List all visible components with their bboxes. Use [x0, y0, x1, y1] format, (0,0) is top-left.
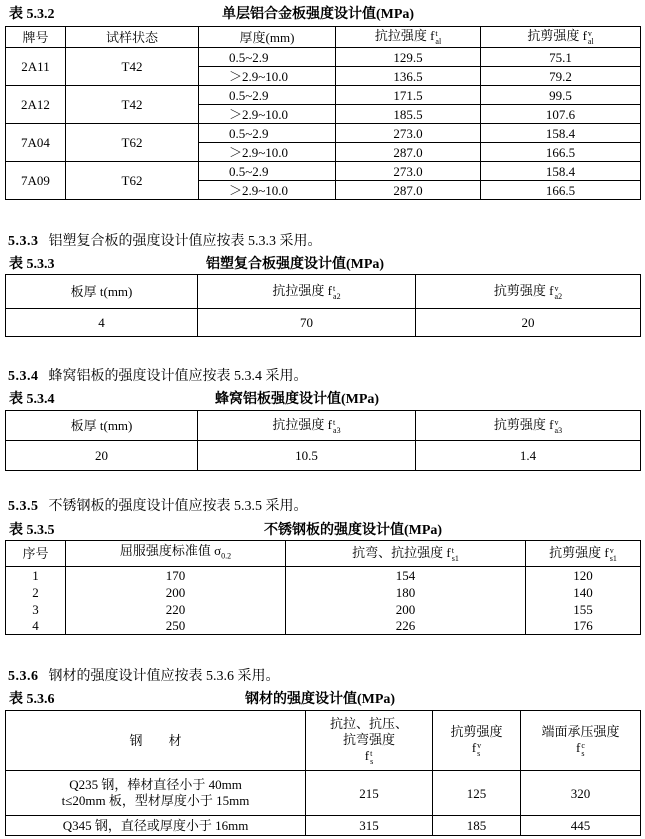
table-label: 表 5.3.4 — [9, 392, 55, 407]
cell-state: T62 — [66, 124, 199, 162]
header-row — [6, 27, 641, 48]
clause-5-3-6 — [8, 668, 280, 686]
cell-grade: 7A04 — [6, 124, 66, 162]
symbol-indices — [588, 30, 594, 46]
cell-thickness: ＞2.9~10.0 — [199, 181, 336, 200]
cell-tensile: 273.0 — [336, 124, 481, 143]
table-title: 铝塑复合板强度设计值(MPa) — [206, 257, 385, 272]
table-row — [6, 309, 641, 337]
table-title: 单层铝合金板强度设计值(MPa) — [222, 7, 415, 22]
cell-shear: 166.5 — [481, 143, 641, 162]
cell-tensile: 215 — [306, 771, 433, 816]
symbol-indices — [333, 285, 341, 301]
header-number: 序号 — [6, 541, 66, 567]
clause-text: 蜂窝铝板的强度设计值应按表 5.3.4 采用。 — [48, 369, 308, 384]
superscript: t — [333, 283, 336, 293]
cell-shear: 158.4 — [481, 124, 641, 143]
cell-grade: 7A09 — [6, 162, 66, 200]
table-5-3-6 — [5, 710, 641, 836]
cell-shear: 20 — [416, 309, 641, 337]
header-grade: 牌号 — [6, 27, 66, 48]
header-row — [6, 541, 641, 567]
cell-tensile: 180 — [286, 584, 526, 601]
symbol-indices — [610, 547, 617, 563]
symbol-f: f — [364, 747, 370, 763]
clause-number: 5.3.4 — [8, 369, 39, 384]
table-label: 表 5.3.2 — [9, 7, 55, 22]
subscript: s — [477, 748, 481, 758]
subscript: a3 — [333, 425, 341, 435]
cell-tensile: 200 — [286, 601, 526, 618]
subscript: s — [370, 756, 374, 766]
symbol-indices — [555, 285, 563, 301]
header-bearing — [521, 711, 641, 771]
clause-5-3-4 — [8, 368, 308, 386]
subscript: a2 — [333, 291, 341, 301]
header-tensile-text: 抗拉强度 f — [374, 28, 435, 43]
table-5-3-3 — [5, 274, 641, 337]
header-shear-text: 抗剪强度 f — [493, 282, 554, 298]
cell-yield: 250 — [66, 618, 286, 635]
symbol-indices — [555, 419, 563, 435]
symbol-indices — [452, 547, 459, 563]
header-thickness: 板厚 t(mm) — [6, 275, 198, 309]
cell-shear: 1.4 — [416, 441, 641, 471]
superscript: t — [370, 748, 373, 758]
cell-number: 4 — [6, 618, 66, 635]
subscript: a3 — [554, 425, 563, 435]
cell-number: 2 — [6, 584, 66, 601]
superscript: c — [581, 740, 585, 750]
header-shear — [526, 541, 641, 567]
header-thickness: 厚度(mm) — [199, 27, 336, 48]
superscript: v — [609, 545, 614, 555]
table-5-3-5 — [5, 540, 641, 635]
table-row — [6, 771, 641, 816]
cell-thickness: 4 — [6, 309, 198, 337]
cell-tensile: 136.5 — [336, 67, 481, 86]
clause-number: 5.3.6 — [8, 669, 39, 684]
cell-shear: 140 — [526, 584, 641, 601]
cell-thickness: 0.5~2.9 — [199, 48, 336, 67]
cell-material — [6, 771, 306, 816]
header-shear — [481, 27, 641, 48]
header-yield-text: 屈服强度标准值 σ — [119, 543, 222, 559]
table-row — [6, 584, 641, 601]
header-material: 钢 材 — [6, 711, 306, 771]
subscript: s — [581, 748, 585, 758]
symbol-f: f — [471, 739, 477, 755]
cell-tensile: 226 — [286, 618, 526, 635]
header-line: 抗剪强度 — [450, 723, 503, 739]
header-shear-text: 抗剪强度 f — [549, 544, 609, 560]
table-row — [6, 162, 641, 181]
symbol-f: f — [576, 739, 581, 755]
header-shear-text: 抗剪强度 f — [527, 28, 587, 43]
cell-tensile: 273.0 — [336, 162, 481, 181]
table-5-3-2-caption — [0, 6, 645, 24]
cell-thickness: 0.5~2.9 — [199, 86, 336, 105]
superscript: v — [587, 29, 592, 38]
header-line: 抗拉、抗压、 — [329, 715, 408, 731]
cell-thickness: ＞2.9~10.0 — [199, 143, 336, 162]
header-state: 试样状态 — [66, 27, 199, 48]
cell-state: T62 — [66, 162, 199, 200]
header-symbol — [521, 740, 640, 758]
clause-5-3-3 — [8, 233, 322, 251]
subscript: s1 — [451, 553, 459, 563]
table-row — [6, 618, 641, 635]
cell-yield: 220 — [66, 601, 286, 618]
superscript: v — [554, 283, 559, 293]
material-line: Q235 钢，棒材直径小于 40mm — [69, 777, 242, 792]
clause-text: 钢材的强度设计值应按表 5.3.6 采用。 — [48, 669, 280, 684]
cell-tensile: 129.5 — [336, 48, 481, 67]
header-tensile — [286, 541, 526, 567]
cell-shear: 75.1 — [481, 48, 641, 67]
header-tensile — [198, 411, 416, 441]
header-tensile — [306, 711, 433, 771]
cell-thickness: 20 — [6, 441, 198, 471]
table-row — [6, 601, 641, 618]
table-row — [6, 86, 641, 105]
table-row — [6, 124, 641, 143]
table-row — [6, 48, 641, 67]
cell-shear: 107.6 — [481, 105, 641, 124]
header-tensile — [198, 275, 416, 309]
header-row — [6, 275, 641, 309]
cell-tensile: 287.0 — [336, 143, 481, 162]
cell-tensile: 315 — [306, 816, 433, 836]
cell-tensile: 185.5 — [336, 105, 481, 124]
header-line: 抗弯强度 — [342, 731, 395, 747]
header-shear — [433, 711, 521, 771]
clause-number: 5.3.5 — [8, 499, 39, 514]
subscript: 0.2 — [221, 551, 232, 561]
table-label: 表 5.3.6 — [9, 692, 55, 707]
cell-shear: 120 — [526, 567, 641, 584]
cell-shear: 158.4 — [481, 162, 641, 181]
header-tensile-text: 抗弯、抗拉强度 f — [352, 544, 451, 560]
cell-number: 1 — [6, 567, 66, 584]
cell-grade: 2A12 — [6, 86, 66, 124]
cell-yield: 200 — [66, 584, 286, 601]
clause-5-3-5 — [8, 498, 308, 516]
table-5-3-4-caption — [0, 391, 645, 409]
table-label: 表 5.3.5 — [9, 523, 55, 538]
header-symbol — [306, 748, 432, 766]
superscript: t — [451, 545, 454, 555]
symbol-indices — [370, 750, 373, 766]
cell-tensile: 70 — [198, 309, 416, 337]
table-row — [6, 567, 641, 584]
cell-thickness: ＞2.9~10.0 — [199, 105, 336, 124]
table-5-3-2 — [5, 26, 641, 200]
table-title: 钢材的强度设计值(MPa) — [245, 692, 396, 707]
table-row — [6, 441, 641, 471]
cell-yield: 170 — [66, 567, 286, 584]
symbol-indices — [333, 419, 341, 435]
cell-thickness: 0.5~2.9 — [199, 124, 336, 143]
subscript: al — [435, 37, 442, 46]
cell-tensile: 171.5 — [336, 86, 481, 105]
header-row — [6, 711, 641, 771]
superscript: t — [333, 417, 336, 427]
cell-thickness: ＞2.9~10.0 — [199, 67, 336, 86]
header-shear — [416, 275, 641, 309]
cell-state: T42 — [66, 86, 199, 124]
cell-shear: 185 — [433, 816, 521, 836]
cell-material: Q345 钢，直径或厚度小于 16mm — [6, 816, 306, 836]
symbol-indices — [477, 742, 481, 758]
cell-state: T42 — [66, 48, 199, 86]
subscript: al — [587, 37, 594, 46]
header-line: 端面承压强度 — [541, 723, 620, 739]
table-5-3-5-caption — [0, 522, 645, 540]
cell-thickness: 0.5~2.9 — [199, 162, 336, 181]
table-5-3-6-caption — [0, 691, 645, 709]
table-title: 蜂窝铝板强度设计值(MPa) — [215, 392, 380, 407]
clause-text: 铝塑复合板的强度设计值应按表 5.3.3 采用。 — [48, 234, 322, 249]
cell-shear: 125 — [433, 771, 521, 816]
header-shear — [416, 411, 641, 441]
superscript: v — [477, 740, 482, 750]
cell-tensile: 10.5 — [198, 441, 416, 471]
superscript: t — [435, 29, 438, 38]
subscript: a2 — [554, 291, 563, 301]
symbol-indices — [435, 30, 441, 46]
material-line: t≤20mm 板，型材厚度小于 15mm — [61, 793, 250, 808]
header-thickness: 板厚 t(mm) — [6, 411, 198, 441]
cell-number: 3 — [6, 601, 66, 618]
header-shear-text: 抗剪强度 f — [493, 416, 554, 432]
clause-number: 5.3.3 — [8, 234, 39, 249]
cell-bearing: 445 — [521, 816, 641, 836]
cell-shear: 155 — [526, 601, 641, 618]
header-tensile-text: 抗拉强度 f — [272, 282, 333, 298]
superscript: v — [554, 417, 559, 427]
cell-shear: 166.5 — [481, 181, 641, 200]
table-row — [6, 816, 641, 836]
table-5-3-3-caption — [0, 256, 645, 274]
table-label: 表 5.3.3 — [9, 257, 55, 272]
cell-shear: 176 — [526, 618, 641, 635]
cell-tensile: 154 — [286, 567, 526, 584]
subscript: s1 — [609, 553, 617, 563]
header-tensile-text: 抗拉强度 f — [272, 416, 333, 432]
clause-text: 不锈钢板的强度设计值应按表 5.3.5 采用。 — [48, 499, 308, 514]
cell-grade: 2A11 — [6, 48, 66, 86]
header-yield — [66, 541, 286, 567]
cell-shear: 99.5 — [481, 86, 641, 105]
cell-bearing: 320 — [521, 771, 641, 816]
header-tensile — [336, 27, 481, 48]
header-row — [6, 411, 641, 441]
table-title: 不锈钢板的强度设计值(MPa) — [264, 523, 443, 538]
cell-tensile: 287.0 — [336, 181, 481, 200]
table-5-3-4 — [5, 410, 641, 471]
symbol-indices — [581, 742, 585, 758]
header-symbol — [433, 740, 520, 758]
cell-shear: 79.2 — [481, 67, 641, 86]
